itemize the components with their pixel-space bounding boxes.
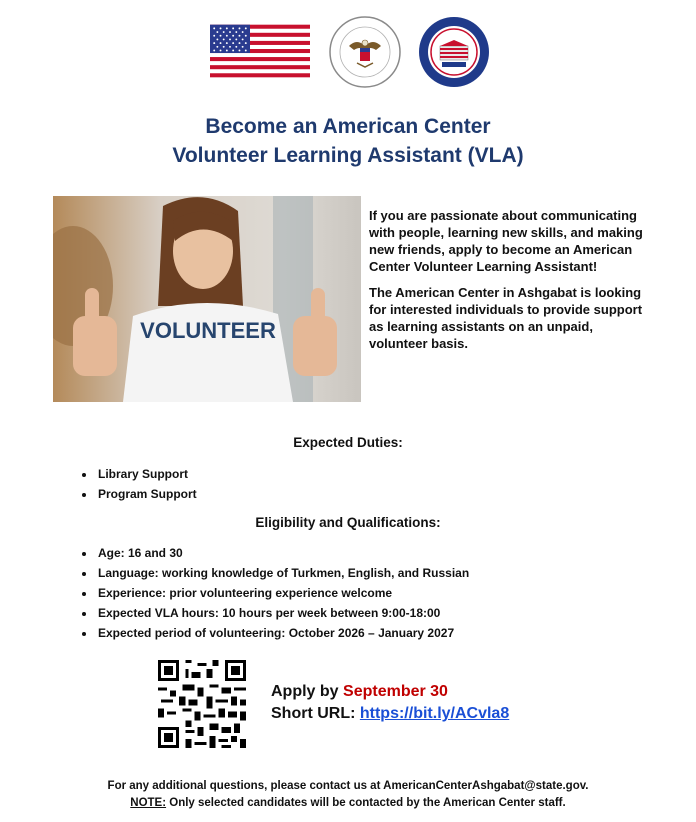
footer (0, 778, 696, 812)
apply-prefix: Apply by (271, 683, 344, 700)
short-url-line (271, 703, 509, 725)
title-line-1: Become an American Center (205, 115, 491, 138)
intro-paragraph-2: The American Center in Ashgabat is looking for interested individuals to provide support as learning assistants on an unpaid, volunteer basis. (369, 285, 643, 351)
list-item: • Age: 16 and 30 (96, 543, 469, 563)
list-item: • Library Support (96, 464, 197, 484)
eligibility-heading: Eligibility and Qualifications: (255, 515, 441, 530)
list-item: • Expected period of volunteering: October 2026 – January 2027 (96, 623, 469, 643)
short-url-link[interactable]: https://bit.ly/ACvla8 (359, 705, 510, 722)
intro-paragraph-1: If you are passionate about communicating with people, learning new skills, and making new friends, apply to become an American Center Volunteer Learning Assistant! (369, 208, 643, 274)
note-text: Only selected candidates will be contacted by the American Center staff. (166, 797, 566, 809)
qr-code-icon[interactable] (158, 660, 246, 748)
list-item: • Expected VLA hours: 10 hours per week between 9:00-18:00 (96, 603, 469, 623)
volunteer-photo (53, 196, 361, 402)
shirt-text: VOLUNTEER (140, 318, 276, 343)
embassy-seal-icon (329, 16, 401, 88)
page-title (0, 112, 696, 170)
apply-deadline: September 30 (343, 683, 448, 700)
footer-note (0, 795, 696, 812)
eligibility-list (74, 543, 469, 643)
list-item: • Language: working knowledge of Turkmen, English, and Russian (96, 563, 469, 583)
duties-heading: Expected Duties: (293, 435, 403, 450)
footer-contact: For any additional questions, please contact us at AmericanCenterAshgabat@state.gov. (107, 780, 589, 792)
apply-deadline-line (271, 681, 509, 703)
note-label: NOTE: (130, 797, 167, 809)
title-line-2: Volunteer Learning Assistant (VLA) (172, 144, 524, 167)
duties-list (74, 464, 197, 504)
logo-row (0, 16, 696, 90)
short-url-label: Short URL: (271, 705, 360, 722)
intro-text (369, 207, 654, 361)
volunteer-image-icon (53, 196, 361, 402)
us-flag-icon (210, 24, 310, 78)
apply-info (271, 681, 509, 725)
list-item: • Experience: prior volunteering experience welcome (96, 583, 469, 603)
list-item: • Program Support (96, 484, 197, 504)
american-center-badge-icon (418, 16, 490, 88)
